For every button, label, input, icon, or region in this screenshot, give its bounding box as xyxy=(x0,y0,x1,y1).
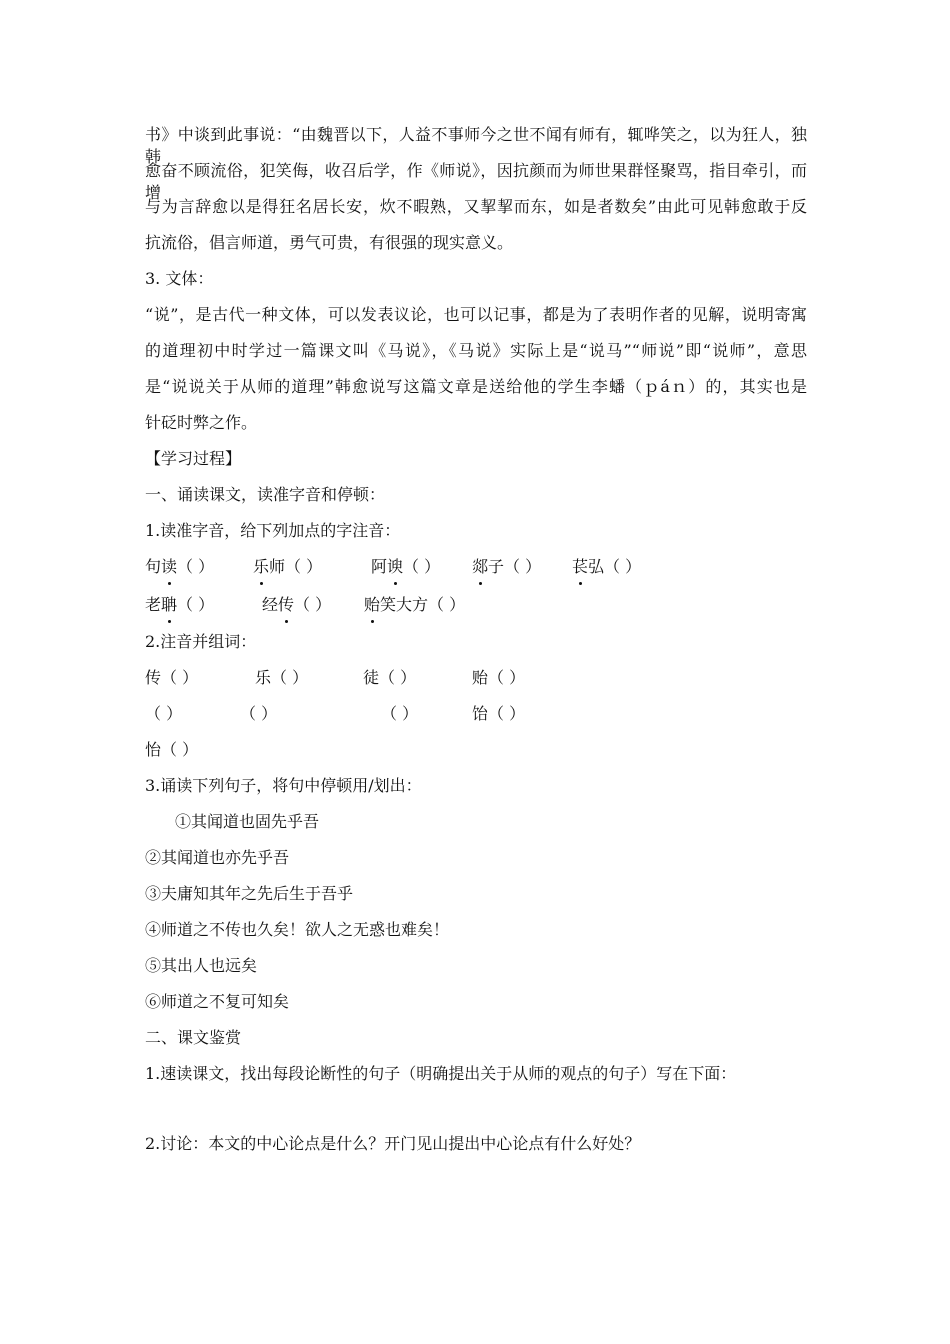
genre-line-1: “说”，是古代一种文体，可以发表议论，也可以记事，都是为了表明作者的见解，说明寄寓 xyxy=(145,305,807,324)
dotted-char: 读 xyxy=(161,557,178,576)
pinyin-item: 阿谀（ ） xyxy=(371,557,441,576)
pinyin-item: 苌弘（ ） xyxy=(572,557,642,576)
dotted-char: 乐 xyxy=(253,557,270,576)
genre-line-2: 的道理初中时学过一篇课文叫《马说》，《马说》实际上是“说马”“师说”即“说师”，意思 xyxy=(145,341,807,360)
pinyin-item: 贻笑大方（ ） xyxy=(364,595,466,614)
genre-line-3: 是“说说关于从师的道理”韩愈说写这篇文章是送给他的学生李蟠（ｐáｎ）的，其实也是 xyxy=(145,377,807,396)
pinyin-item: 句读（ ） xyxy=(145,557,215,576)
dotted-char: 苌 xyxy=(572,557,589,576)
sentence-item: ④师道之不传也久矣！欲人之无惑也难矣！ xyxy=(145,920,450,939)
appreciation-question-2: 2.讨论：本文的中心论点是什么？开门见山提出中心论点有什么好处？ xyxy=(145,1134,641,1153)
sentence-item: ①其闻道也固先乎吾 xyxy=(175,812,320,831)
sentence-item: ③夫庸知其年之先后生于吾乎 xyxy=(145,884,354,903)
section-two-heading: 二、课文鉴赏 xyxy=(145,1028,242,1047)
dotted-char: 郯 xyxy=(472,557,489,576)
section-one-heading: 一、诵读课文，读准字音和停顿： xyxy=(145,485,386,504)
question-3-prompt: 3.诵读下列句子，将句中停顿用/划出： xyxy=(145,776,422,795)
intro-line-3: 与为言辞愈以是得狂名居长安，炊不暇熟，又挈挈而东，如是者数矣”由此可见韩愈敢于反 xyxy=(145,197,807,216)
learning-process-title: 【学习过程】 xyxy=(145,449,242,468)
dotted-char: 聃 xyxy=(161,595,178,614)
intro-line-2: 愈奋不顾流俗，犯笑侮，收召后学，作《师说》，因抗颜而为师世果群怪聚骂，指目牵引，而增 xyxy=(145,161,807,202)
word-item: 怡（ ） xyxy=(145,740,199,759)
dotted-char: 谀 xyxy=(387,557,404,576)
dotted-char: 贻 xyxy=(364,595,381,614)
question-2-prompt: 2.注音并组词： xyxy=(145,632,257,651)
question-1-prompt: 1.读准字音，给下列加点的字注音： xyxy=(145,521,401,540)
word-item: 乐（ ） xyxy=(255,668,309,687)
appreciation-question-1: 1.速读课文，找出每段论断性的句子（明确提出关于从师的观点的句子）写在下面： xyxy=(145,1064,737,1083)
intro-line-4: 抗流俗，倡言师道，勇气可贵，有很强的现实意义。 xyxy=(145,233,514,252)
word-item: 徒（ ） xyxy=(363,668,417,687)
sentence-item: ⑤其出人也远矣 xyxy=(145,956,258,975)
word-item: （ ） xyxy=(381,704,419,723)
word-item: （ ） xyxy=(240,704,278,723)
genre-heading: 3. 文体： xyxy=(145,269,214,288)
pinyin-item: 郯子（ ） xyxy=(472,557,542,576)
word-item: 传（ ） xyxy=(145,668,199,687)
intro-line-1: 书》中谈到此事说：“由魏晋以下，人益不事师今之世不闻有师有，辄哗笑之，以为狂人，独韩 xyxy=(145,125,807,166)
sentence-item: ⑥师道之不复可知矣 xyxy=(145,992,290,1011)
dotted-char: 传 xyxy=(278,595,295,614)
pinyin-item: 经传（ ） xyxy=(262,595,332,614)
sentence-item: ②其闻道也亦先乎吾 xyxy=(145,848,290,867)
pinyin-item: 乐师（ ） xyxy=(253,557,323,576)
pinyin-item: 老聃（ ） xyxy=(145,595,215,614)
word-item: 饴（ ） xyxy=(472,704,526,723)
word-item: 贻（ ） xyxy=(472,668,526,687)
word-item: （ ） xyxy=(145,704,183,723)
genre-line-4: 针砭时弊之作。 xyxy=(145,413,258,432)
